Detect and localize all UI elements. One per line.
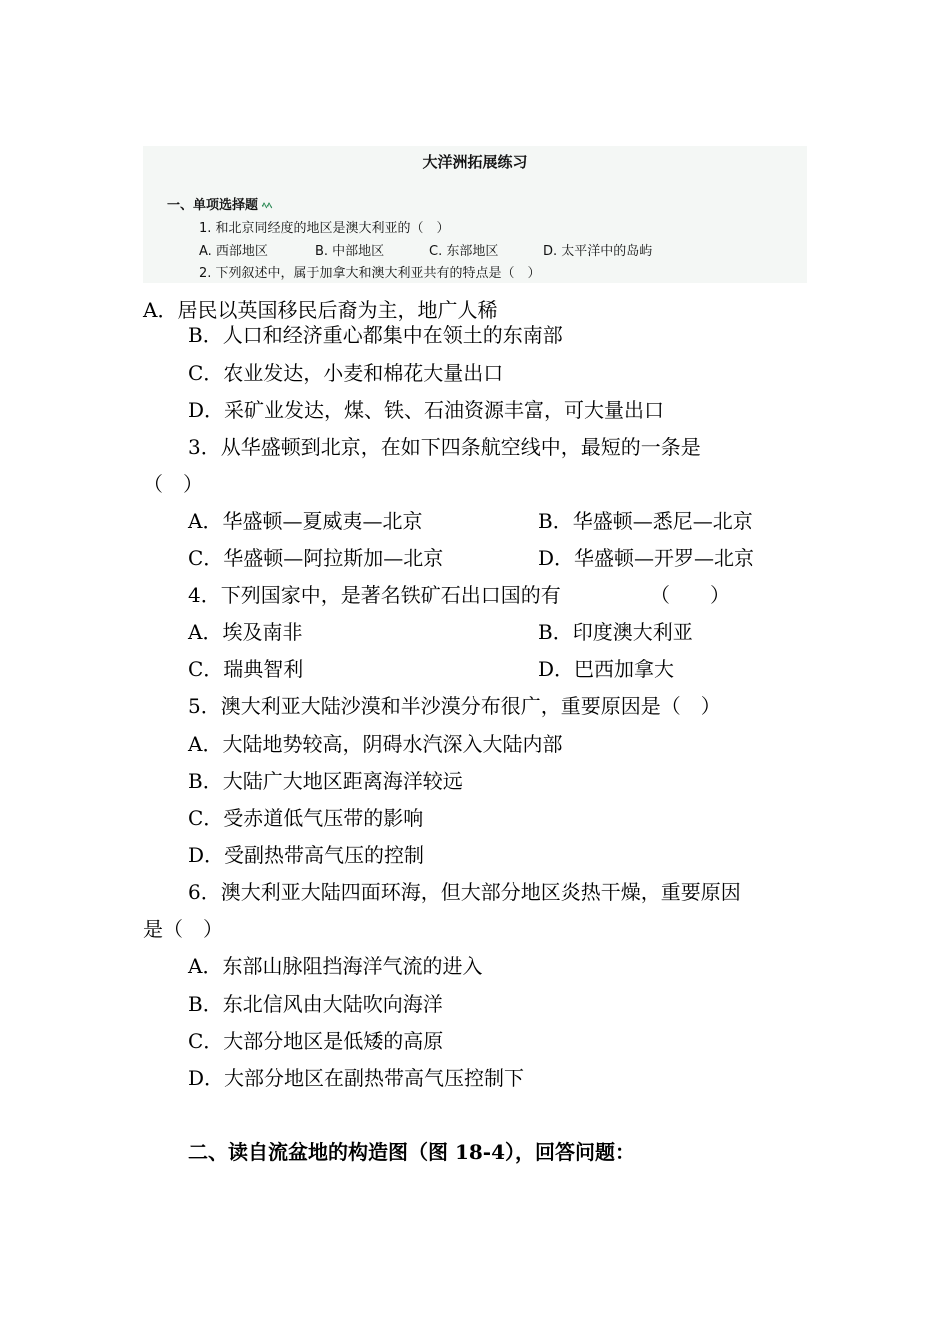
- q2-option-c: C．农业发达，小麦和棉花大量出口: [188, 361, 504, 385]
- q2-option-b: B．人口和经济重心都集中在领土的东南部: [188, 323, 563, 347]
- q4-option-a: A．埃及南非: [188, 620, 303, 644]
- q3-option-c: C．华盛顿—阿拉斯加—北京: [188, 546, 444, 570]
- q5-option-b: B．大陆广大地区距离海洋较远: [188, 769, 463, 793]
- question-3: 3．从华盛顿到北京，在如下四条航空线中，最短的一条是: [188, 435, 701, 459]
- q1-option-d: D. 太平洋中的岛屿: [543, 244, 653, 259]
- section-heading-text: 一、单项选择题: [167, 198, 259, 213]
- q2-option-d: D．采矿业发达，煤、铁、石油资源丰富，可大量出口: [188, 398, 665, 422]
- question-5: 5．澳大利亚大陆沙漠和半沙漠分布很广，重要原因是（ ）: [188, 694, 721, 718]
- doc-title: 大洋洲拓展练习: [422, 153, 528, 171]
- question-6: 6．澳大利亚大陆四面环海，但大部分地区炎热干燥，重要原因: [188, 880, 741, 904]
- q1-option-b: B. 中部地区: [315, 244, 385, 259]
- q4-option-c: C．瑞典智利: [188, 657, 304, 681]
- q6-option-c: C．大部分地区是低矮的高原: [188, 1029, 444, 1053]
- question-4-paren: （ ）: [650, 583, 730, 607]
- q3-option-d: D．华盛顿—开罗—北京: [538, 546, 755, 570]
- q3-option-b: B．华盛顿—悉尼—北京: [538, 509, 753, 533]
- q3-option-a: A．华盛顿—夏威夷—北京: [188, 509, 423, 533]
- q1-option-a: A. 西部地区: [199, 244, 268, 259]
- scanned-header-image: [143, 146, 807, 283]
- squiggle-underline-icon: ﾍﾍ: [262, 201, 273, 212]
- q2-option-a: A．居民以英国移民后裔为主，地广人稀: [143, 298, 498, 322]
- q5-option-a: A．大陆地势较高，阴碍水汽深入大陆内部: [188, 732, 563, 756]
- part-2-heading: 二、读自流盆地的构造图（图 18-4），回答问题：: [188, 1140, 636, 1164]
- q4-option-b: B．印度澳大利亚: [538, 620, 693, 644]
- question-1: 1. 和北京同经度的地区是澳大利亚的（ ）: [199, 221, 450, 236]
- section-heading: [167, 194, 272, 213]
- q6-option-b: B．东北信风由大陆吹向海洋: [188, 992, 443, 1016]
- q6-option-d: D．大部分地区在副热带高气压控制下: [188, 1066, 525, 1090]
- q5-option-d: D．受副热带高气压的控制: [188, 843, 425, 867]
- q1-option-c: C. 东部地区: [429, 244, 499, 259]
- question-2: 2. 下列叙述中，属于加拿大和澳大利亚共有的特点是（ ）: [199, 266, 541, 281]
- question-4: 4．下列国家中，是著名铁矿石出口国的有: [188, 583, 561, 607]
- question-3-cont: （ ）: [143, 472, 203, 496]
- question-6-cont: 是（ ）: [143, 917, 223, 941]
- q4-option-d: D．巴西加拿大: [538, 657, 675, 681]
- q6-option-a: A．东部山脉阻挡海洋气流的进入: [188, 954, 483, 978]
- q5-option-c: C．受赤道低气压带的影响: [188, 806, 424, 830]
